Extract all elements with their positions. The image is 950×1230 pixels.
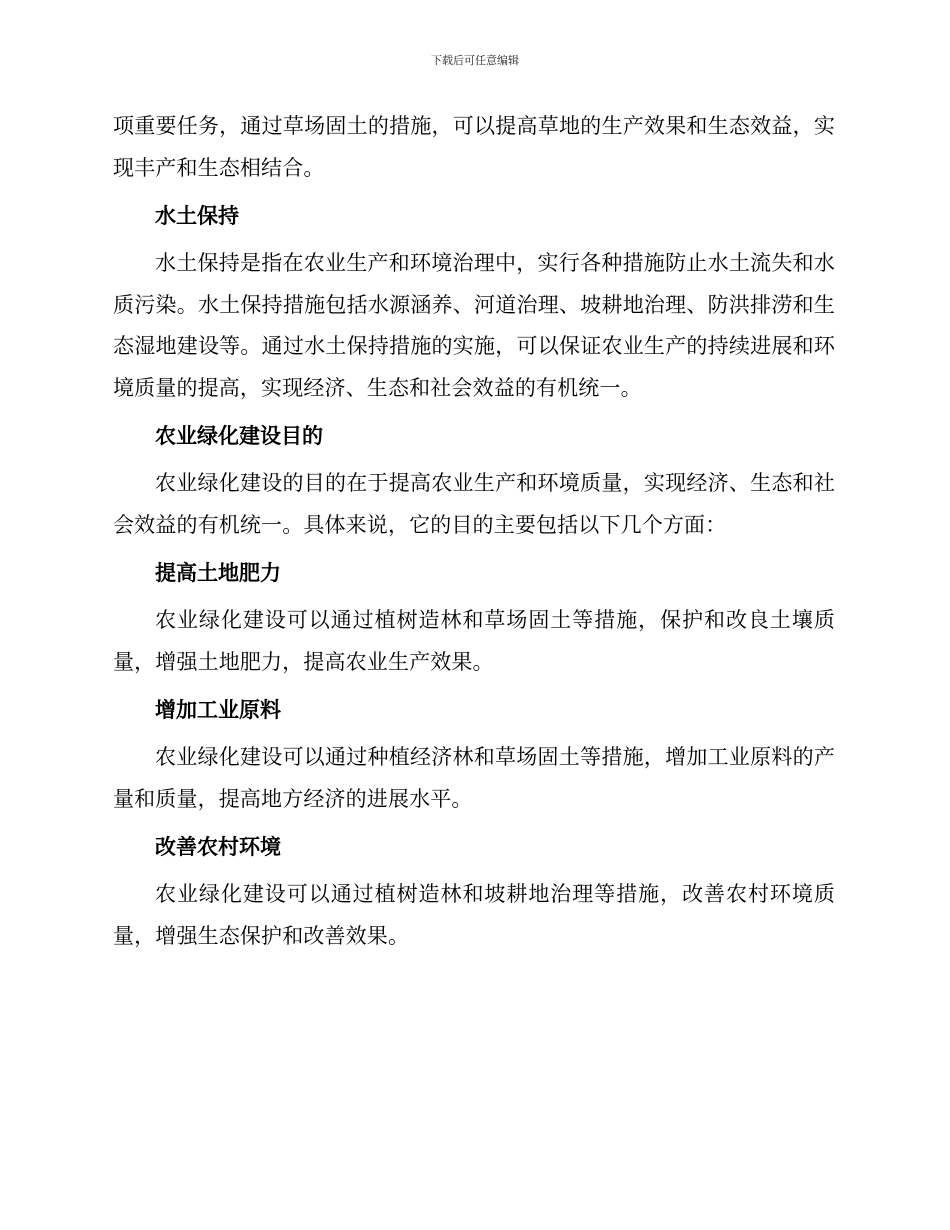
section-heading-industrial-materials: 增加工业原料 bbox=[155, 698, 281, 722]
page-header: 下载后可任意编辑 bbox=[431, 54, 519, 67]
section-heading-rural-environment: 改善农村环境 bbox=[155, 835, 281, 859]
paragraph-soil-water-conservation: 水土保持是指在农业生产和环境治理中，实行各种措施防止水土流失和水质污染。水土保持措施包括水源涵养、河道治理、坡耕地治理、防洪排涝和生态湿地建设等。通过水土保持措施的实施，可以保证农业生产的持续进展和环境质量的提高，实现经济、生态和社会效益的有机统一。 bbox=[113, 251, 835, 400]
paragraph-soil-fertility: 农业绿化建设可以通过植树造林和草场固土等措施，保护和改良土壤质量，增强土地肥力，提高农业生产效果。 bbox=[113, 608, 835, 674]
document-body bbox=[113, 106, 835, 957]
paragraph-greening-purpose: 农业绿化建设的目的在于提高农业生产和环境质量，实现经济、生态和社会效益的有机统一。具体来说，它的目的主要包括以下几个方面： bbox=[113, 471, 835, 537]
section-heading-soil-water-conservation: 水土保持 bbox=[155, 204, 239, 228]
section-heading-greening-purpose: 农业绿化建设目的 bbox=[155, 424, 323, 448]
paragraph-rural-environment: 农业绿化建设可以通过植树造林和坡耕地治理等措施，改善农村环境质量，增强生态保护和改善效果。 bbox=[113, 882, 835, 948]
paragraph-industrial-materials: 农业绿化建设可以通过种植经济林和草场固土等措施，增加工业原料的产量和质量，提高地方经济的进展水平。 bbox=[113, 745, 835, 811]
section-heading-soil-fertility: 提高土地肥力 bbox=[155, 561, 281, 585]
paragraph-continued: 项重要任务，通过草场固土的措施，可以提高草地的生产效果和生态效益，实现丰产和生态相结合。 bbox=[113, 114, 835, 180]
